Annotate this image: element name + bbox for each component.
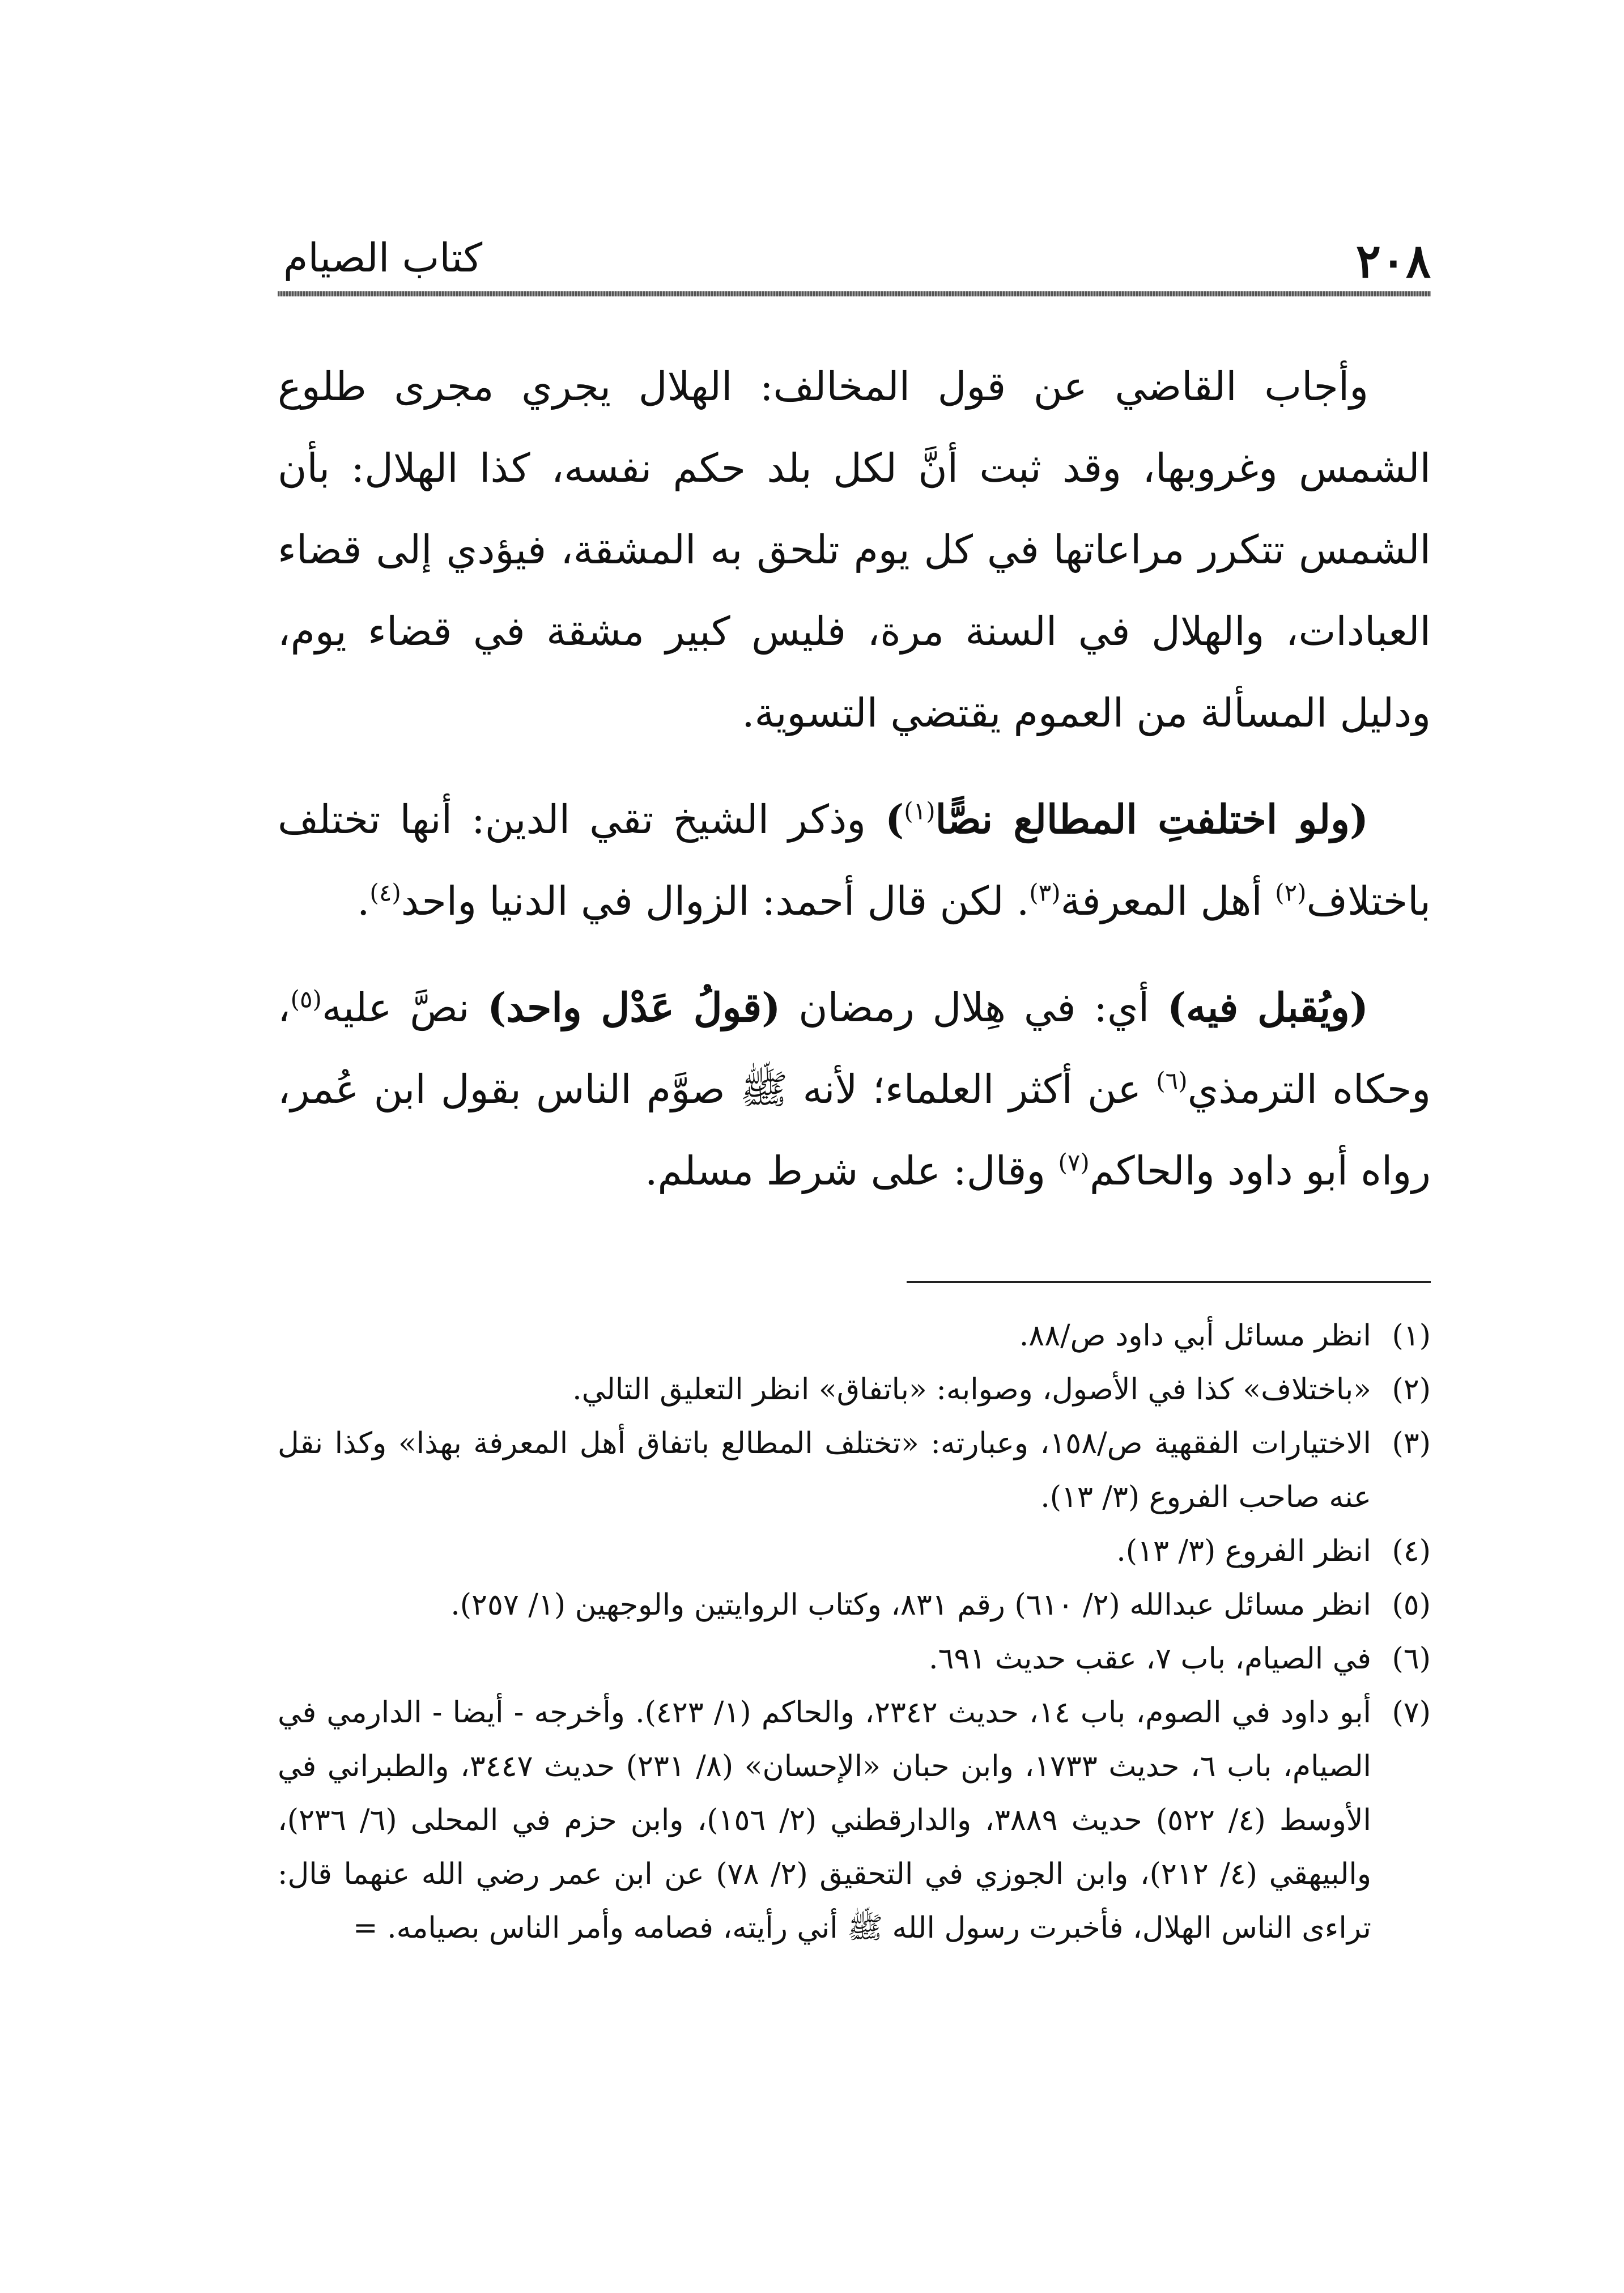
footnote-number: (٢) (1392, 1373, 1431, 1407)
page-number: ٢٠٨ (1355, 234, 1431, 288)
paragraph-3 (278, 967, 1431, 1212)
footnote (278, 1525, 1431, 1578)
footnote (278, 1417, 1431, 1525)
footnote-text: «باختلاف» كذا في الأصول، وصوابه: «باتفاق» انظر التعليق التالي. (572, 1373, 1371, 1407)
text-run: وقال: على شرط مسلم. (645, 1148, 1058, 1194)
footnote-text: الاختيارات الفقهية ص/١٥٨، وعبارته: «تختلف المطالع باتفاق أهل المعرفة بهذا» وكذا نقل عنه صاحب الفروع (٣/ ١٣). (278, 1426, 1371, 1514)
text-run: . لكن قال أحمد: الزوال في الدنيا واحد (401, 878, 1030, 924)
footnote-text: في الصيام، باب ٧، عقب حديث ٦٩١. (929, 1642, 1371, 1676)
matn-phrase: (ولو اختلفتِ المطالع نصًّا (935, 796, 1368, 843)
paragraph-1: وأجاب القاضي عن قول المخالف: الهلال يجري مجرى طلوع الشمس وغروبها، وقد ثبت أنَّ لكل بلد حكم نفسه، كذا الهلال: بأن الشمس تتكرر مراعاتها في كل يوم تلحق به المشقة، فيؤدي إلى قضاء العبادات، والهلال في السنة مرة، فليس كبير مشقة في قضاء يوم، ودليل المسألة من العموم يقتضي التسوية. (278, 363, 1431, 736)
running-header (278, 227, 1431, 300)
footnote-ref-6[interactable]: (٦) (1156, 1067, 1188, 1095)
footnote-ref-3[interactable]: (٣) (1029, 878, 1061, 907)
matn-close: ) (885, 796, 904, 843)
footnote-text: انظر الفروع (٣/ ١٣). (1116, 1534, 1371, 1568)
matn-phrase: (قولُ عَدْل واحد) (487, 984, 781, 1031)
footnote-number: (١) (1392, 1319, 1431, 1353)
footnote-ref-5[interactable]: (٥) (290, 985, 322, 1013)
footnote-ref-7[interactable]: (٧) (1058, 1148, 1090, 1177)
footnote-number: (٥) (1392, 1588, 1431, 1622)
footnote-separator (907, 1281, 1431, 1283)
footnote-text: انظر مسائل أبي داود ص/٨٨. (1019, 1319, 1371, 1353)
text-run: عن أكثر العلماء؛ لأنه ﷺ صوَّم الناس بقول ابن عُمر، رواه أبو داود والحاكم (278, 1066, 1431, 1194)
main-text (278, 346, 1431, 1212)
text-run: نصَّ عليه (321, 984, 488, 1031)
footnote (278, 1309, 1431, 1363)
text-run: . (357, 878, 370, 924)
book-title: كتاب الصيام (283, 235, 483, 281)
footnote-number: (٤) (1392, 1534, 1431, 1568)
footnote-number: (٧) (1392, 1696, 1431, 1730)
footnote-ref-4[interactable]: (٤) (369, 878, 401, 907)
footnote (278, 1578, 1431, 1632)
paragraph-2 (278, 779, 1431, 942)
header-rule (278, 291, 1431, 296)
footnote (278, 1363, 1431, 1417)
text-run: وذكر الشيخ تقي الدين: أنها تختلف باختلاف (278, 796, 1431, 924)
footnote-ref-1[interactable]: (١) (904, 797, 936, 825)
text-run: أهل المعرفة (1060, 878, 1276, 924)
footnote-text: انظر مسائل عبدالله (٢/ ٦١٠) رقم ٨٣١، وكتاب الروايتين والوجهين (١/ ٢٥٧). (450, 1588, 1371, 1622)
footnote-number: (٦) (1392, 1642, 1431, 1676)
footnotes (278, 1309, 1431, 1955)
footnote-ref-2[interactable]: (٢) (1275, 878, 1307, 907)
footnote-number: (٣) (1392, 1426, 1431, 1460)
text-run: أي: في هِلال رمضان (780, 984, 1167, 1031)
footnote (278, 1686, 1431, 1955)
footnote-text: أبو داود في الصوم، باب ١٤، حديث ٢٣٤٢، والحاكم (١/ ٤٢٣). وأخرجه - أيضا - الدارمي في الصيام، باب ٦، حديث ١٧٣٣، وابن حبان «الإحسان» (٨/ ٢٣١) حديث ٣٤٤٧، والطبراني في الأوسط (٤/ ٥٢٢) حديث ٣٨٨٩، والدارقطني (٢/ ١٥٦)، وابن حزم في المحلى (٦/ ٢٣٦)، والبيهقي (٤/ ٢١٢)، وابن الجوزي في التحقيق (٢/ ٧٨) عن ابن عمر رضي الله عنهما قال: تراءى الناس الهلال، فأخبرت رسول الله ﷺ أني رأيته، فصامه وأمر الناس بصيامه. = (278, 1696, 1371, 1945)
text-run: ، وحكاه الترمذي (278, 984, 1431, 1112)
matn-phrase: (ويُقبل فيه) (1167, 984, 1368, 1031)
footnote (278, 1632, 1431, 1686)
